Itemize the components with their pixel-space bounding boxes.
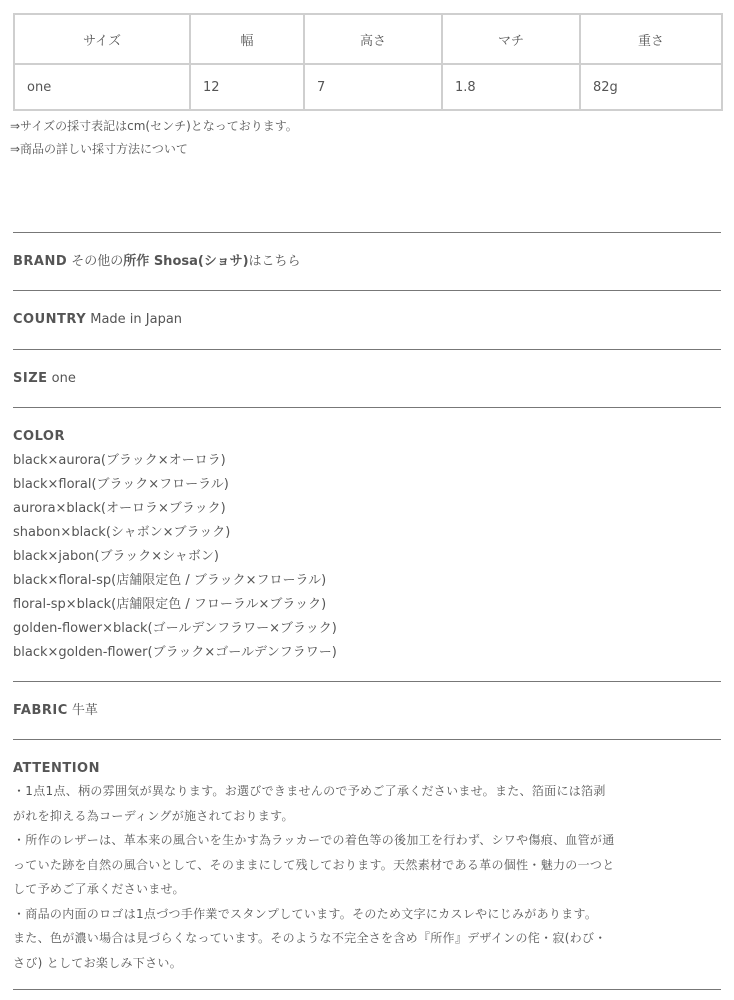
cell-weight: 82g xyxy=(580,64,722,110)
attention-line: がれを抑える為コーディングが施されております。 xyxy=(13,808,294,823)
divider xyxy=(13,407,721,408)
color-item: aurora×black(オーロラ×ブラック) xyxy=(13,501,226,516)
header-gusset: マチ xyxy=(442,14,580,64)
color-item: golden-flower×black(ゴールデンフラワー×ブラック) xyxy=(13,621,337,636)
brand-pre-text: その他の xyxy=(67,254,124,269)
attention-section xyxy=(13,759,721,975)
country-value: Made in Japan xyxy=(86,312,183,327)
color-item: black×golden-flower(ブラック×ゴールデンフラワー) xyxy=(13,645,337,660)
color-section xyxy=(13,425,721,665)
country-label: COUNTRY xyxy=(13,312,87,327)
color-item: black×aurora(ブラック×オーロラ) xyxy=(13,453,226,468)
cell-size: one xyxy=(14,64,190,110)
fabric-value: 牛革 xyxy=(67,703,98,718)
measurement-method-link[interactable]: ⇒商品の詳しい採寸方法について xyxy=(10,142,188,156)
divider xyxy=(13,681,721,682)
attention-line: して予めご了承くださいませ。 xyxy=(13,882,185,896)
color-item: black×floral-sp(店舗限定色 / ブラック×フローラル) xyxy=(13,573,327,588)
color-label: COLOR xyxy=(13,429,65,444)
country-row xyxy=(13,310,721,330)
divider xyxy=(13,290,721,291)
table-row xyxy=(14,64,722,110)
size-table-header-row xyxy=(14,14,722,64)
attention-line: っていた跡を自然の風合いとして、そのままにして残しております。天然素材である革の個性・魅力の一つと xyxy=(13,857,615,872)
cell-gusset: 1.8 xyxy=(442,64,580,110)
size-notation-note: ⇒サイズの採寸表記はcm(センチ)となっております。 xyxy=(10,119,298,133)
size-section xyxy=(10,13,721,161)
divider xyxy=(13,989,721,990)
size-label: SIZE xyxy=(13,371,48,386)
color-item: shabon×black(シャボン×ブラック) xyxy=(13,525,231,540)
divider xyxy=(13,349,721,350)
brand-row xyxy=(13,252,721,272)
brand-label: BRAND xyxy=(13,254,68,269)
attention-line: また、色が濃い場合は見づらくなっています。そのような不完全さを含め『所作』デザインの侘・寂(わび・ xyxy=(13,931,607,945)
fabric-row xyxy=(13,701,721,721)
size-table xyxy=(13,13,723,111)
color-item: black×floral(ブラック×フローラル) xyxy=(13,477,229,492)
cell-width: 12 xyxy=(190,64,304,110)
divider xyxy=(13,232,721,233)
size-value: one xyxy=(47,371,76,386)
divider xyxy=(13,739,721,740)
header-weight: 重さ xyxy=(580,14,722,64)
header-width: 幅 xyxy=(190,14,304,64)
attention-line: さび) としてお楽しみ下さい。 xyxy=(13,955,182,970)
cell-height: 7 xyxy=(304,64,442,110)
attention-label: ATTENTION xyxy=(13,761,100,776)
attention-line: ・商品の内面のロゴは1点づつ手作業でスタンプしています。そのため文字にカスレやにじみがあります。 xyxy=(13,906,598,921)
brand-link[interactable]: 所作 Shosa(ショサ) xyxy=(123,254,249,269)
attention-line: ・1点1点、柄の雰囲気が異なります。お選びできませんので予めご了承くださいませ。また、箔面には箔剥 xyxy=(13,784,606,798)
color-item: floral-sp×black(店舗限定色 / フローラル×ブラック) xyxy=(13,597,327,612)
color-item: black×jabon(ブラック×シャボン) xyxy=(13,549,219,564)
brand-post-text: はこちら xyxy=(248,254,301,269)
fabric-label: FABRIC xyxy=(13,703,68,718)
header-size: サイズ xyxy=(14,14,190,64)
header-height: 高さ xyxy=(304,14,442,64)
attention-line: ・所作のレザーは、革本来の風合いを生かす為ラッカーでの着色等の後加工を行わず、シワや傷痕、血管が通 xyxy=(13,833,615,847)
size-row xyxy=(13,369,721,389)
